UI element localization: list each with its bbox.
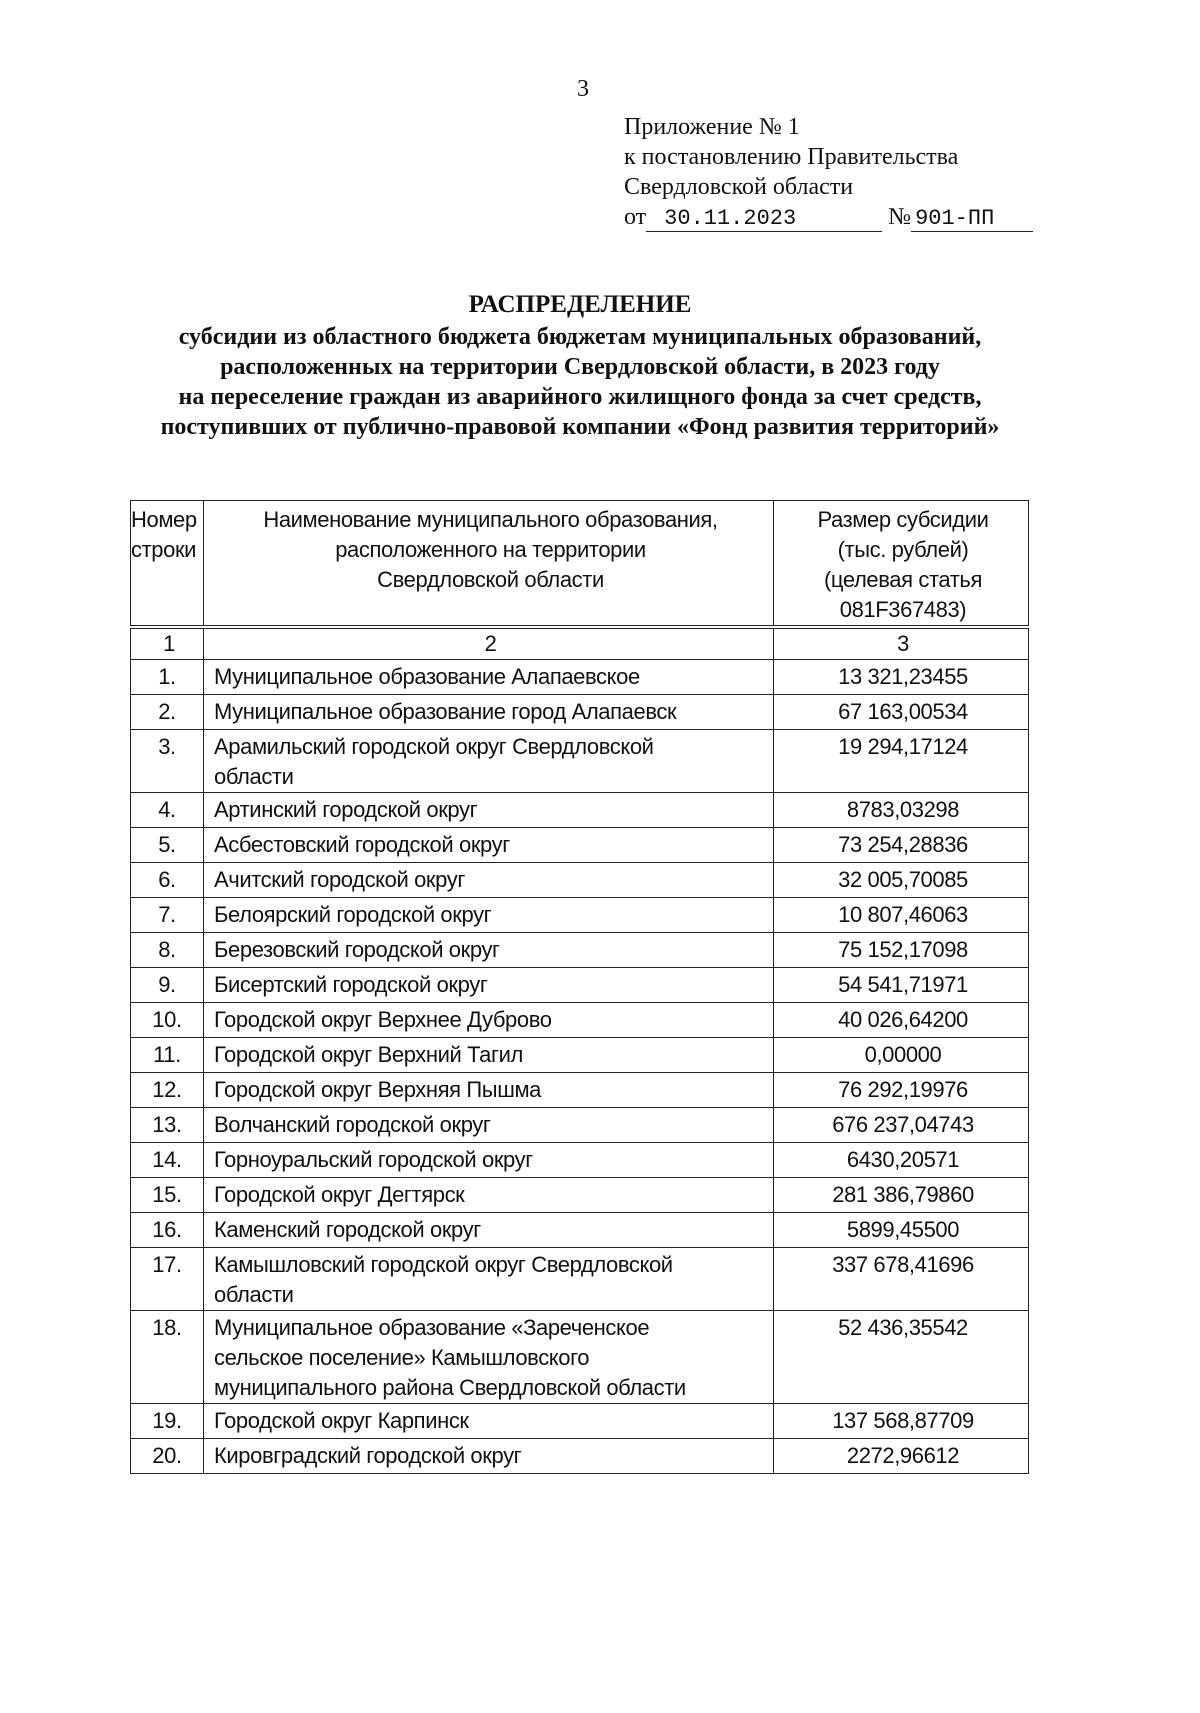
row-number: 18. <box>131 1311 204 1404</box>
row-number: 9. <box>131 968 204 1003</box>
table-header-row <box>131 501 1029 628</box>
row-number: 12. <box>131 1073 204 1108</box>
municipality-name <box>204 968 774 1003</box>
row-number: 1. <box>131 660 204 695</box>
municipality-name-line: Муниципальное образование город Алапаевск <box>214 699 677 724</box>
appendix-line-2: к постановлению Правительства <box>624 144 959 170</box>
municipality-name <box>204 828 774 863</box>
row-number: 14. <box>131 1143 204 1178</box>
municipality-name-line: муниципального района Свердловской области <box>214 1375 686 1400</box>
document-title <box>0 290 1160 442</box>
table-row <box>131 968 1029 1003</box>
municipality-name-line: Городской округ Верхний Тагил <box>214 1042 523 1067</box>
table-row <box>131 863 1029 898</box>
municipality-name <box>204 1311 774 1404</box>
municipality-name-line: Березовский городской округ <box>214 937 500 962</box>
municipality-name <box>204 933 774 968</box>
subsidy-amount: 67 163,00534 <box>774 695 1029 730</box>
municipality-name-line: Городской округ Верхнее Дуброво <box>214 1007 552 1032</box>
municipality-name-line: Камышловский городской округ Свердловской <box>214 1252 673 1277</box>
municipality-name <box>204 1404 774 1439</box>
row-number: 13. <box>131 1108 204 1143</box>
municipality-name <box>204 793 774 828</box>
table-row <box>131 1038 1029 1073</box>
row-number: 20. <box>131 1439 204 1474</box>
header-num-line: строки <box>131 537 197 562</box>
municipality-name-line: Волчанский городской округ <box>214 1112 491 1137</box>
municipality-name-line: Белоярский городской округ <box>214 902 492 927</box>
date-prefix: от <box>624 204 647 230</box>
appendix-line-3: Свердловской области <box>624 174 854 200</box>
municipality-name-line: сельское поселение» Камышловского <box>214 1345 590 1370</box>
row-number: 11. <box>131 1038 204 1073</box>
number-prefix: № <box>888 204 912 230</box>
title-line: поступивших от публично-правовой компании «Фонд развития территорий» <box>160 414 1000 440</box>
subsidy-amount: 0,00000 <box>774 1038 1029 1073</box>
title-line: субсидии из областного бюджета бюджетам муниципальных образований, <box>178 324 982 350</box>
subsidy-amount: 54 541,71971 <box>774 968 1029 1003</box>
header-name-line: расположенного на территории <box>335 537 646 562</box>
municipality-name <box>204 1439 774 1474</box>
municipality-name <box>204 730 774 793</box>
title-heading: РАСПРЕДЕЛЕНИЕ <box>468 291 692 318</box>
header-amount-line: (тыс. рублей) <box>837 537 969 562</box>
municipality-name-line: Асбестовский городской округ <box>214 832 510 857</box>
subsidy-amount: 676 237,04743 <box>774 1108 1029 1143</box>
subsidy-amount: 337 678,41696 <box>774 1248 1029 1311</box>
header-name-line: Наименование муниципального образования, <box>263 507 718 532</box>
municipality-name <box>204 1073 774 1108</box>
header-amount-line: Размер субсидии <box>817 507 989 532</box>
table-row <box>131 1248 1029 1311</box>
row-number: 16. <box>131 1213 204 1248</box>
municipality-name-line: Муниципальное образование Алапаевское <box>214 664 640 689</box>
table-row <box>131 1108 1029 1143</box>
row-number: 5. <box>131 828 204 863</box>
title-line: расположенных на территории Свердловской области, в 2023 году <box>220 354 940 380</box>
municipality-name-line: Ачитский городской округ <box>214 867 465 892</box>
column-index: 1 <box>131 627 204 660</box>
appendix-date-line <box>624 202 1033 232</box>
row-number: 3. <box>131 730 204 793</box>
subsidy-amount: 75 152,17098 <box>774 933 1029 968</box>
municipality-name-line: Кировградский городской округ <box>214 1443 522 1468</box>
municipality-name-line: Муниципальное образование «Зареченское <box>214 1315 650 1340</box>
municipality-name <box>204 695 774 730</box>
municipality-name <box>204 1213 774 1248</box>
header-num <box>131 501 204 628</box>
table-row <box>131 793 1029 828</box>
title-line: на переселение граждан из аварийного жилищного фонда за счет средств, <box>178 384 982 410</box>
municipality-name <box>204 660 774 695</box>
municipality-name <box>204 1178 774 1213</box>
subsidy-amount: 19 294,17124 <box>774 730 1029 793</box>
table-row <box>131 730 1029 793</box>
table-row <box>131 1311 1029 1404</box>
column-index-row <box>131 627 1029 660</box>
municipality-name <box>204 1143 774 1178</box>
subsidy-amount: 137 568,87709 <box>774 1404 1029 1439</box>
subsidy-amount: 8783,03298 <box>774 793 1029 828</box>
table-row <box>131 898 1029 933</box>
column-index: 3 <box>774 627 1029 660</box>
row-number: 4. <box>131 793 204 828</box>
table-row <box>131 1404 1029 1439</box>
table-row <box>131 1178 1029 1213</box>
row-number: 17. <box>131 1248 204 1311</box>
subsidy-amount: 76 292,19976 <box>774 1073 1029 1108</box>
municipality-name <box>204 1003 774 1038</box>
municipality-name-line: Горноуральский городской округ <box>214 1147 533 1172</box>
municipality-name-line: Городской округ Карпинск <box>214 1408 469 1433</box>
subsidy-amount: 10 807,46063 <box>774 898 1029 933</box>
header-num-line: Номер <box>131 507 197 532</box>
column-index: 2 <box>204 627 774 660</box>
row-number: 10. <box>131 1003 204 1038</box>
subsidy-amount: 73 254,28836 <box>774 828 1029 863</box>
municipality-name-line: Каменский городской округ <box>214 1217 481 1242</box>
subsidy-amount: 40 026,64200 <box>774 1003 1029 1038</box>
row-number: 15. <box>131 1178 204 1213</box>
row-number: 6. <box>131 863 204 898</box>
subsidy-table <box>130 500 1029 1474</box>
table-row <box>131 828 1029 863</box>
header-amount-line: 081F367483) <box>839 597 967 622</box>
subsidy-amount: 32 005,70085 <box>774 863 1029 898</box>
municipality-name-line: области <box>214 764 294 789</box>
municipality-name <box>204 1248 774 1311</box>
subsidy-amount: 2272,96612 <box>774 1439 1029 1474</box>
header-amount <box>774 501 1029 628</box>
resolution-number: 901-ПП <box>911 207 1033 232</box>
municipality-name <box>204 898 774 933</box>
header-name <box>204 501 774 628</box>
table-row <box>131 1073 1029 1108</box>
table-row <box>131 1439 1029 1474</box>
page-number: 3 <box>577 76 589 102</box>
subsidy-amount: 281 386,79860 <box>774 1178 1029 1213</box>
subsidy-amount: 5899,45500 <box>774 1213 1029 1248</box>
table-row <box>131 1213 1029 1248</box>
table-row <box>131 933 1029 968</box>
municipality-name-line: Арамильский городской округ Свердловской <box>214 734 654 759</box>
header-amount-line: (целевая статья <box>824 567 982 592</box>
table-row <box>131 660 1029 695</box>
appendix-line-1: Приложение № 1 <box>624 114 800 140</box>
table-row <box>131 1143 1029 1178</box>
row-number: 8. <box>131 933 204 968</box>
appendix-block <box>624 112 1033 232</box>
table-row <box>131 695 1029 730</box>
header-name-line: Свердловской области <box>377 567 604 592</box>
subsidy-amount: 13 321,23455 <box>774 660 1029 695</box>
row-number: 19. <box>131 1404 204 1439</box>
municipality-name-line: области <box>214 1282 294 1307</box>
municipality-name-line: Городской округ Верхняя Пышма <box>214 1077 542 1102</box>
resolution-date: 30.11.2023 <box>646 207 882 232</box>
table-row <box>131 1003 1029 1038</box>
row-number: 7. <box>131 898 204 933</box>
municipality-name-line: Бисертский городской округ <box>214 972 488 997</box>
municipality-name <box>204 1108 774 1143</box>
subsidy-amount: 52 436,35542 <box>774 1311 1029 1404</box>
subsidy-amount: 6430,20571 <box>774 1143 1029 1178</box>
municipality-name <box>204 1038 774 1073</box>
municipality-name-line: Артинский городской округ <box>214 797 478 822</box>
municipality-name-line: Городской округ Дегтярск <box>214 1182 465 1207</box>
row-number: 2. <box>131 695 204 730</box>
municipality-name <box>204 863 774 898</box>
